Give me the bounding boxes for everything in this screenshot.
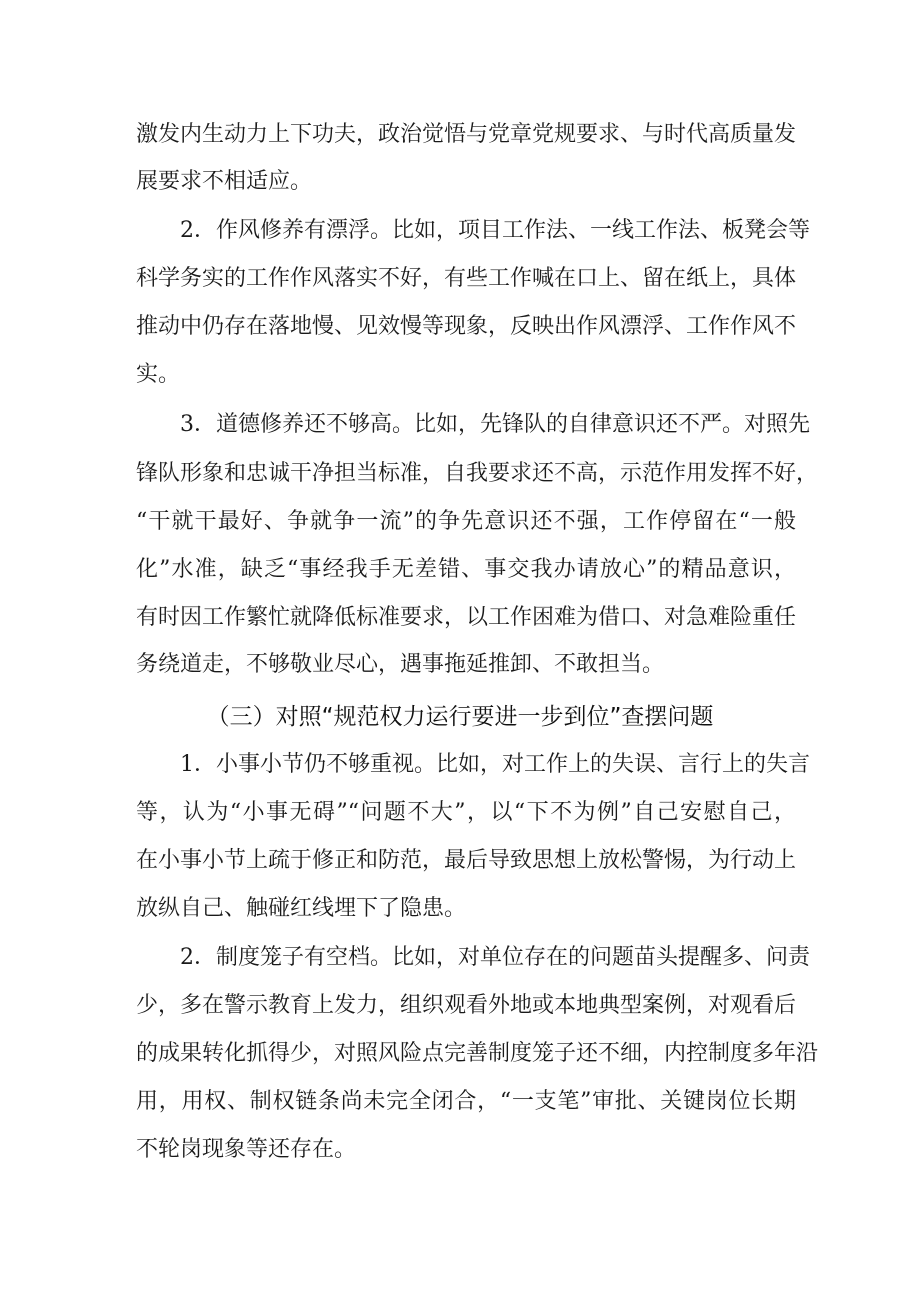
paragraph-line: 展要求不相适应。 [136,169,313,194]
paragraph-first-line: 3．道德修养还不够高。比如，先锋队的自律意识还不严。对照先 [180,412,810,437]
paragraph-first-line: 1．小事小节仍不够重视。比如，对工作上的失误、言行上的失言 [180,752,810,777]
paragraph-first-line: 2．作风修养有漂浮。比如，项目工作法、一线工作法、板凳会等 [180,218,810,243]
paragraph-line: 实。 [136,362,181,387]
paragraph-line: 等，认为“小事无碍”“问题不大”，以“下不为例”自己安慰自己， [136,800,796,825]
paragraph-line: 激发内生动力上下功夫，政治觉悟与党章党规要求、与时代高质量发 [136,122,797,147]
paragraph-line: 放纵自己、触碰红线埋下了隐患。 [136,896,467,921]
paragraph-line: 推动中仍存在落地慢、见效慢等现象，反映出作风漂浮、工作作风不 [136,314,797,339]
paragraph-line: 化”水准，缺乏“事经我手无差错、事交我办请放心”的精品意识， [136,557,796,582]
paragraph-line: “干就干最好、争就争一流”的争先意识还不强，工作停留在“一般 [136,509,796,534]
paragraph-line: 科学务实的工作作风落实不好，有些工作喊在口上、留在纸上，具体 [136,266,797,291]
paragraph-line: 不轮岗现象等还存在。 [136,1137,357,1162]
paragraph-line: 的成果转化抓得少，对照风险点完善制度笼子还不细，内控制度多年沿 [136,1041,819,1066]
paragraph-line: 在小事小节上疏于修正和防范，最后导致思想上放松警惕，为行动上 [136,848,797,873]
paragraph-line: 少，多在警示教育上发力，组织观看外地或本地典型案例，对观看后 [136,993,797,1018]
section-heading: （三）对照“规范权力运行要进一步到位”查摆问题 [206,704,714,730]
paragraph-first-line: 2．制度笼子有空档。比如，对单位存在的问题苗头提醒多、问责 [180,945,810,970]
paragraph-line: 有时因工作繁忙就降低标准要求，以工作困难为借口、对急难险重任 [136,605,797,630]
paragraph-line: 用，用权、制权链条尚未完全闭合，“一支笔”审批、关键岗位长期 [136,1089,796,1114]
paragraph-line: 锋队形象和忠诚干净担当标准，自我要求还不高，示范作用发挥不好， [136,461,819,486]
paragraph-line: 务绕道走，不够敬业尽心，遇事拖延推卸、不敢担当。 [136,652,665,677]
